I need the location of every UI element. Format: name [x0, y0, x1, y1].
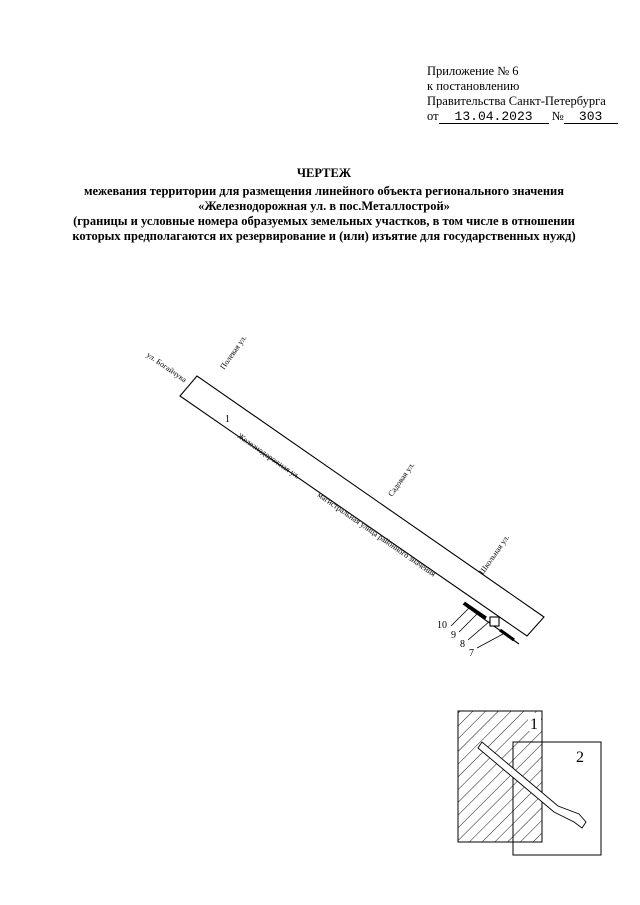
plot-1-boundary [180, 376, 544, 636]
street-label-sadovaya: Садовая ул. [386, 460, 417, 499]
leader-10 [451, 607, 470, 626]
leader-7 [477, 634, 503, 648]
title-line-3: (границы и условные номера образуемых земельных участков, в том числе в отношении [73, 214, 575, 228]
plot-number-8: 8 [460, 639, 465, 650]
street-category-label: магистральная улица районного значения [315, 490, 438, 579]
street-label-shkolnaya: Школьная ул. [477, 533, 512, 577]
leader-8 [468, 621, 490, 640]
plot-8-square [490, 617, 499, 626]
plot-number-9: 9 [451, 630, 456, 641]
resolution-number: 303 [564, 110, 618, 124]
appendix-government: Правительства Санкт-Петербурга [427, 94, 606, 108]
leader-9 [459, 613, 478, 632]
title-line-4: которых предполагаются их резервирование и (или) изъятие для государственных нужд) [72, 229, 576, 243]
document-heading: ЧЕРТЕЖ [296, 166, 352, 180]
street-label-polevaya: Полевая ул. [218, 333, 249, 372]
number-prefix: № [551, 109, 564, 123]
appendix-number: Приложение № 6 [427, 64, 519, 78]
title-line-2: «Железнодорожная ул. в пос.Металлострой» [198, 199, 450, 213]
key-map-number-2: 2 [576, 749, 584, 766]
appendix-to-resolution: к постановлению [427, 79, 520, 93]
street-label-zheleznodorozhnaya: Железнодорожная ул. [235, 431, 302, 481]
resolution-date: 13.04.2023 [439, 110, 549, 124]
title-line-1: межевания территории для размещения линейного объекта регионального значения [83, 184, 565, 198]
date-prefix: от [427, 109, 439, 123]
plot-number-7: 7 [469, 648, 474, 659]
street-label-bogaichuka: ул. Богайчука [144, 350, 189, 385]
plot-7-marker [500, 630, 514, 640]
plot-number-10: 10 [437, 620, 447, 631]
plot-number-1: 1 [225, 414, 230, 425]
key-map-number-1: 1 [530, 716, 538, 733]
